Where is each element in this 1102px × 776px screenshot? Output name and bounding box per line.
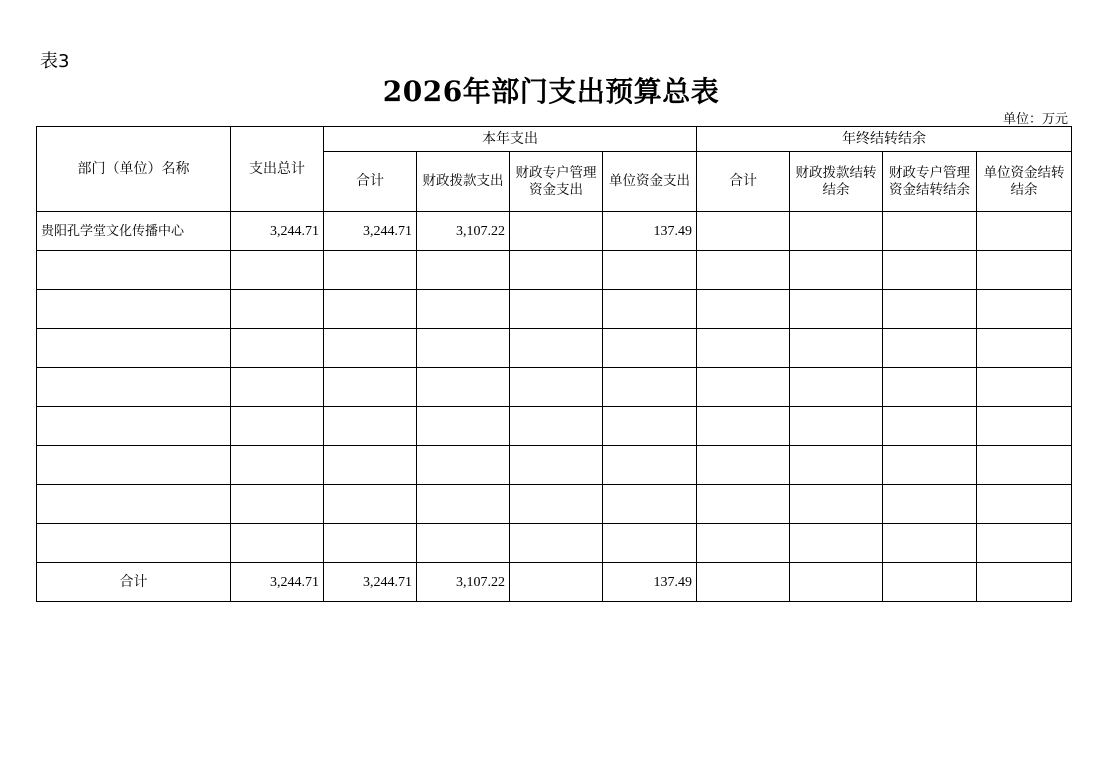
- amount-cell: [883, 290, 977, 329]
- amount-cell: [883, 524, 977, 563]
- amount-cell: [324, 251, 417, 290]
- amount-cell: [883, 407, 977, 446]
- amount-cell: 137.49: [603, 212, 697, 251]
- amount-cell: [231, 446, 324, 485]
- table-row: [37, 446, 1072, 485]
- amount-cell: [790, 407, 883, 446]
- amount-cell: [697, 212, 790, 251]
- header-ye-fiscal: 财政拨款结转结余: [790, 152, 883, 212]
- page-title: 2026年部门支出预算总表: [382, 75, 720, 108]
- header-ye-unit: 单位资金结转结余: [977, 152, 1072, 212]
- amount-cell: [697, 446, 790, 485]
- amount-cell: [417, 485, 510, 524]
- table-row: [37, 407, 1072, 446]
- amount-cell: [417, 368, 510, 407]
- dept-name-cell: [37, 407, 231, 446]
- amount-cell: [417, 290, 510, 329]
- amount-cell: [603, 485, 697, 524]
- amount-cell: [883, 251, 977, 290]
- amount-cell: 3,107.22: [417, 212, 510, 251]
- amount-cell: [977, 524, 1072, 563]
- amount-cell: [231, 251, 324, 290]
- amount-cell: [697, 563, 790, 602]
- amount-cell: [231, 290, 324, 329]
- dept-name-cell: [37, 329, 231, 368]
- amount-cell: [790, 290, 883, 329]
- header-cy-fiscal: 财政拨款支出: [417, 152, 510, 212]
- amount-cell: [603, 329, 697, 368]
- amount-cell: [977, 251, 1072, 290]
- amount-cell: [324, 329, 417, 368]
- amount-cell: [603, 524, 697, 563]
- amount-cell: [697, 329, 790, 368]
- dept-name-cell: [37, 524, 231, 563]
- amount-cell: [883, 368, 977, 407]
- amount-cell: [231, 368, 324, 407]
- amount-cell: [977, 563, 1072, 602]
- amount-cell: [510, 251, 603, 290]
- amount-cell: [324, 446, 417, 485]
- amount-cell: [883, 563, 977, 602]
- header-cy-unit: 单位资金支出: [603, 152, 697, 212]
- amount-cell: [883, 329, 977, 368]
- amount-cell: [510, 524, 603, 563]
- header-year-end: 年终结转结余: [697, 127, 1072, 152]
- header-cy-total: 合计: [324, 152, 417, 212]
- amount-cell: [790, 368, 883, 407]
- amount-cell: [510, 446, 603, 485]
- table-row: [37, 251, 1072, 290]
- table-row: [37, 485, 1072, 524]
- amount-cell: [697, 251, 790, 290]
- amount-cell: [510, 212, 603, 251]
- amount-cell: [790, 251, 883, 290]
- amount-cell: [417, 446, 510, 485]
- budget-table: [36, 126, 1072, 602]
- amount-cell: 3,244.71: [324, 563, 417, 602]
- amount-cell: [324, 485, 417, 524]
- amount-cell: [603, 290, 697, 329]
- amount-cell: [231, 485, 324, 524]
- header-current-year: 本年支出: [324, 127, 697, 152]
- amount-cell: [697, 407, 790, 446]
- amount-cell: [977, 329, 1072, 368]
- total-row: [37, 563, 1072, 602]
- header-total: 支出总计: [231, 127, 324, 212]
- amount-cell: [790, 212, 883, 251]
- amount-cell: 3,244.71: [231, 563, 324, 602]
- amount-cell: 3,244.71: [231, 212, 324, 251]
- amount-cell: [603, 407, 697, 446]
- amount-cell: [697, 524, 790, 563]
- amount-cell: [603, 368, 697, 407]
- dept-name-cell: [37, 251, 231, 290]
- amount-cell: [883, 446, 977, 485]
- total-label-cell: 合计: [37, 563, 231, 602]
- header-ye-total: 合计: [697, 152, 790, 212]
- amount-cell: [324, 524, 417, 563]
- dept-name-cell: [37, 485, 231, 524]
- amount-cell: [417, 524, 510, 563]
- unit-label: 单位：万元: [1002, 112, 1068, 127]
- amount-cell: [510, 329, 603, 368]
- amount-cell: [790, 524, 883, 563]
- table-row: [37, 290, 1072, 329]
- amount-cell: [977, 407, 1072, 446]
- dept-name-cell: [37, 446, 231, 485]
- amount-cell: [977, 485, 1072, 524]
- amount-cell: [510, 485, 603, 524]
- table-row: [37, 368, 1072, 407]
- amount-cell: [697, 290, 790, 329]
- amount-cell: [510, 368, 603, 407]
- amount-cell: [697, 485, 790, 524]
- amount-cell: [231, 407, 324, 446]
- amount-cell: [977, 446, 1072, 485]
- table-row: [37, 524, 1072, 563]
- amount-cell: [324, 368, 417, 407]
- dept-name-cell: [37, 290, 231, 329]
- amount-cell: [510, 563, 603, 602]
- header-ye-special: 财政专户管理资金结转结余: [883, 152, 977, 212]
- table-body: [37, 212, 1072, 602]
- amount-cell: [510, 290, 603, 329]
- amount-cell: [883, 485, 977, 524]
- table-row: [37, 329, 1072, 368]
- amount-cell: [324, 407, 417, 446]
- dept-name-cell: 贵阳孔学堂文化传播中心: [37, 212, 231, 251]
- amount-cell: [790, 563, 883, 602]
- amount-cell: [417, 329, 510, 368]
- dept-name-cell: [37, 368, 231, 407]
- amount-cell: [231, 524, 324, 563]
- amount-cell: 137.49: [603, 563, 697, 602]
- amount-cell: [883, 212, 977, 251]
- amount-cell: [790, 446, 883, 485]
- amount-cell: [603, 446, 697, 485]
- amount-cell: [324, 290, 417, 329]
- table-row: [37, 212, 1072, 251]
- amount-cell: [790, 485, 883, 524]
- amount-cell: [697, 368, 790, 407]
- amount-cell: [231, 329, 324, 368]
- amount-cell: [417, 407, 510, 446]
- amount-cell: [977, 290, 1072, 329]
- amount-cell: [603, 251, 697, 290]
- amount-cell: [510, 407, 603, 446]
- amount-cell: 3,107.22: [417, 563, 510, 602]
- header-dept-name: 部门（单位）名称: [37, 127, 231, 212]
- amount-cell: [417, 251, 510, 290]
- amount-cell: [977, 368, 1072, 407]
- amount-cell: 3,244.71: [324, 212, 417, 251]
- table-number: 表3: [40, 51, 70, 72]
- amount-cell: [977, 212, 1072, 251]
- header-cy-special: 财政专户管理资金支出: [510, 152, 603, 212]
- amount-cell: [790, 329, 883, 368]
